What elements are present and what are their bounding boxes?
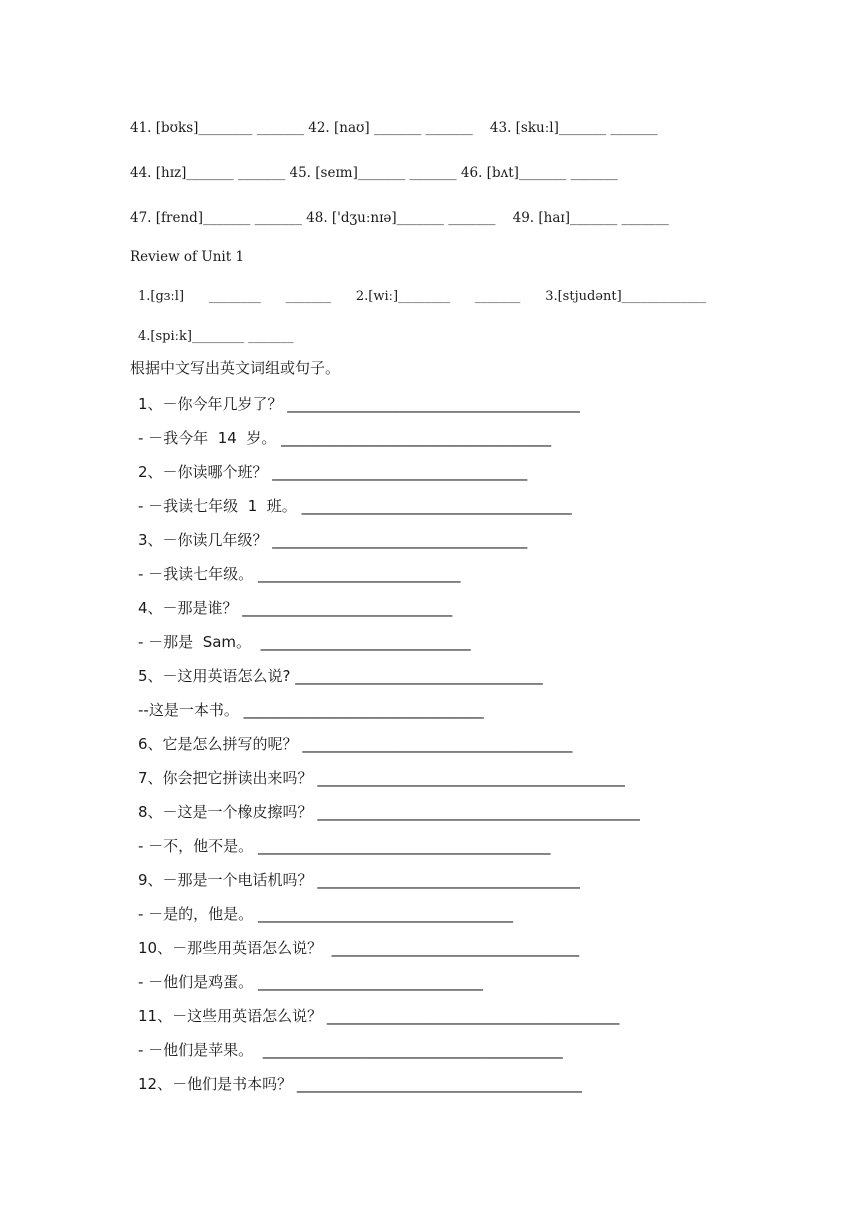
sentence-item: --这是一本书。 ________________________________ — [138, 701, 484, 719]
sentence-item: - －我读七年级。 ___________________________ — [138, 565, 461, 583]
sentence-item: 1、－你今年几岁了？ _______________________________________ — [138, 395, 580, 413]
sentence-item: 3、－你读几年级？ __________________________________ — [138, 531, 528, 549]
phonetic-row-47-49: 47. [frend]_______ _______ 48. ['dʒuːnɪə]_______ _______ 49. [haɪ]_______ _______ — [130, 210, 669, 226]
sentence-item: 5、－这用英语怎么说? _________________________________ — [138, 667, 543, 685]
sentence-item: - －我读七年级 1 班。 ____________________________________ — [138, 497, 572, 515]
sentence-item: - －他们是苹果。 ________________________________________ — [138, 1041, 563, 1059]
sentence-item: - －是的，他是。 __________________________________ — [138, 905, 513, 923]
review-row-1-3: 1.[gɜːl] ________ _______ 2.[wiː]________ _______ 3.[stjudənt]_____________ — [138, 289, 707, 304]
sentence-item: - －他们是鸡蛋。 ______________________________ — [138, 973, 483, 991]
sentence-item: 11、－这些用英语怎么说？ _______________________________________ — [138, 1007, 620, 1025]
phonetic-row-41-43: 41. [bʊks]________ _______ 42. [naʊ] _______ _______ 43. [skuːl]_______ _______ — [130, 120, 658, 136]
sentence-item: 12、－他们是书本吗？ ______________________________________ — [138, 1075, 582, 1093]
review-title: Review of Unit 1 — [130, 249, 245, 265]
sentence-item: 8、－这是一个橡皮擦吗？ ___________________________________________ — [138, 803, 640, 821]
sentence-item: 7、你会把它拼读出来吗？ _________________________________________ — [138, 769, 625, 787]
instruction-text: 根据中文写出英文词组或句子。 — [130, 359, 341, 377]
sentence-item: - －不，他不是。 _______________________________________ — [138, 837, 551, 855]
review-row-4: 4.[spiːk]________ _______ — [138, 329, 294, 344]
sentence-item: 9、－那是一个电话机吗？ ___________________________________ — [138, 871, 580, 889]
sentence-item: 4、－那是谁？ ____________________________ — [138, 599, 453, 617]
phonetic-row-44-46: 44. [hɪz]_______ _______ 45. [seɪm]_______ _______ 46. [bʌt]_______ _______ — [130, 165, 618, 181]
sentence-item: 10、－那些用英语怎么说？ _________________________________ — [138, 939, 580, 957]
sentence-item: 2、－你读哪个班？ __________________________________ — [138, 463, 528, 481]
sentence-item: - －那是 Sam。 ____________________________ — [138, 633, 471, 651]
sentence-item: - －我今年 14 岁。 ____________________________________ — [138, 429, 552, 447]
sentence-item: 6、它是怎么拼写的呢？ ____________________________________ — [138, 735, 573, 753]
